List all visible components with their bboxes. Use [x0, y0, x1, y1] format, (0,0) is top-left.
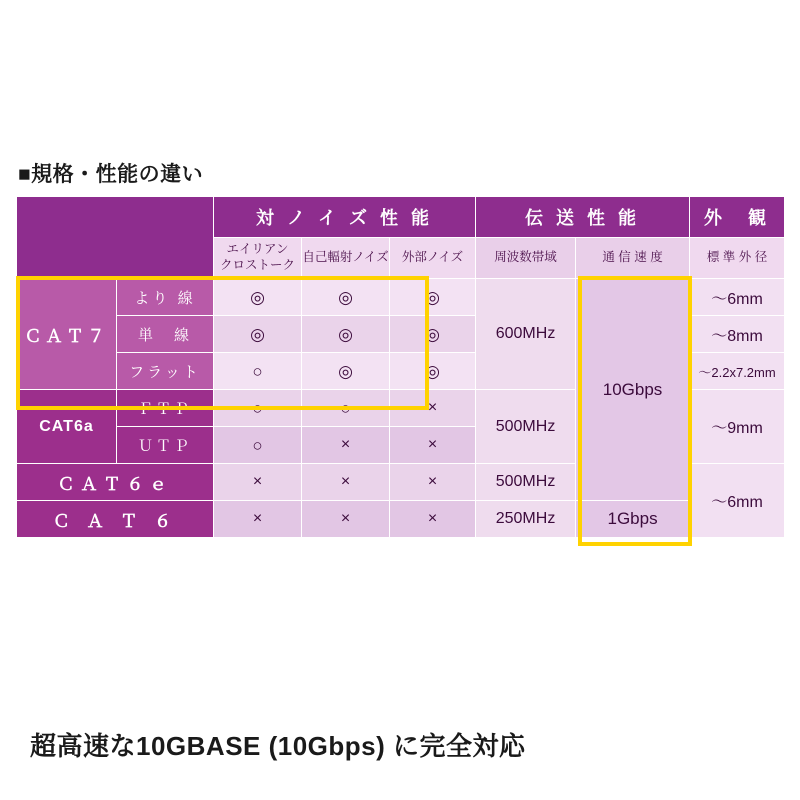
cell-frequency-cat7: 600MHz — [476, 279, 576, 390]
cell-external-cat7-flat: ◎ — [390, 353, 476, 390]
header-sub-speed: 通 信 速 度 — [576, 238, 690, 279]
row-label-cat6e: ＣＡＴ６ｅ — [17, 464, 214, 501]
cell-external-cat7-solid: ◎ — [390, 316, 476, 353]
row-type-cat6a-utp: ＵＴＰ — [117, 427, 214, 464]
table-row — [17, 501, 785, 538]
cell-external-cat6: × — [390, 501, 476, 538]
page-title: ■規格・性能の違い — [18, 163, 204, 186]
cell-external-cat7-stranded: ◎ — [390, 279, 476, 316]
cell-alien-cat6e: × — [214, 464, 302, 501]
cell-alien-cat7-stranded: ◎ — [214, 279, 302, 316]
cell-alien-cat7-flat: ○ — [214, 353, 302, 390]
cell-frequency-cat6: 250MHz — [476, 501, 576, 538]
cell-diameter-cat7-solid: 〜8mm — [690, 316, 785, 353]
cell-self-cat6e: × — [302, 464, 390, 501]
cell-alien-cat6a-utp: ○ — [214, 427, 302, 464]
cell-self-cat6a-ftp: ○ — [302, 390, 390, 427]
cell-diameter-cat7-flat: 〜2.2x7.2mm — [690, 353, 785, 390]
cell-speed-10gbps: 10Gbps — [576, 279, 690, 501]
header-sub-alien: エイリアン クロストーク — [214, 238, 302, 279]
bottom-caption: 超高速な10GBASE (10Gbps) に完全対応 — [30, 731, 526, 761]
header-sub-frequency: 周波数帯域 — [476, 238, 576, 279]
spec-table — [16, 196, 785, 538]
row-label-cat7: ＣＡＴ７ — [17, 279, 117, 390]
cell-external-cat6e: × — [390, 464, 476, 501]
row-type-cat7-flat: フラット — [117, 353, 214, 390]
cell-external-cat6a-utp: × — [390, 427, 476, 464]
header-sub-diameter: 標 準 外 径 — [690, 238, 785, 279]
cell-alien-cat6: × — [214, 501, 302, 538]
cell-external-cat6a-ftp: × — [390, 390, 476, 427]
row-type-cat6a-ftp: ＦＴＰ — [117, 390, 214, 427]
header-group-appearance: 外 観 — [690, 197, 785, 238]
spec-table-wrapper — [16, 196, 784, 538]
cell-frequency-cat6e: 500MHz — [476, 464, 576, 501]
cell-self-cat7-stranded: ◎ — [302, 279, 390, 316]
header-group-noise: 対 ノ イ ズ 性 能 — [214, 197, 476, 238]
cell-diameter-cat6a: 〜9mm — [690, 390, 785, 464]
cell-alien-cat6a-ftp: ○ — [214, 390, 302, 427]
cell-self-cat7-solid: ◎ — [302, 316, 390, 353]
cell-diameter-cat6e: 〜6mm — [690, 464, 785, 538]
cell-frequency-cat6a: 500MHz — [476, 390, 576, 464]
cell-alien-cat7-solid: ◎ — [214, 316, 302, 353]
cell-self-cat7-flat: ◎ — [302, 353, 390, 390]
table-row — [17, 279, 785, 316]
cell-diameter-cat7-stranded: 〜6mm — [690, 279, 785, 316]
header-corner — [17, 197, 214, 279]
row-label-cat6a: CAT6a — [17, 390, 117, 464]
header-sub-external-noise: 外部ノイズ — [390, 238, 476, 279]
header-sub-self-noise: 自己輻射ノイズ — [302, 238, 390, 279]
cell-speed-1gbps: 1Gbps — [576, 501, 690, 538]
row-type-cat7-stranded: より 線 — [117, 279, 214, 316]
cell-self-cat6a-utp: × — [302, 427, 390, 464]
row-type-cat7-solid: 単 線 — [117, 316, 214, 353]
table-header-group-row — [17, 197, 785, 238]
header-group-transmission: 伝 送 性 能 — [476, 197, 690, 238]
row-label-cat6: Ｃ Ａ Ｔ ６ — [17, 501, 214, 538]
cell-self-cat6: × — [302, 501, 390, 538]
